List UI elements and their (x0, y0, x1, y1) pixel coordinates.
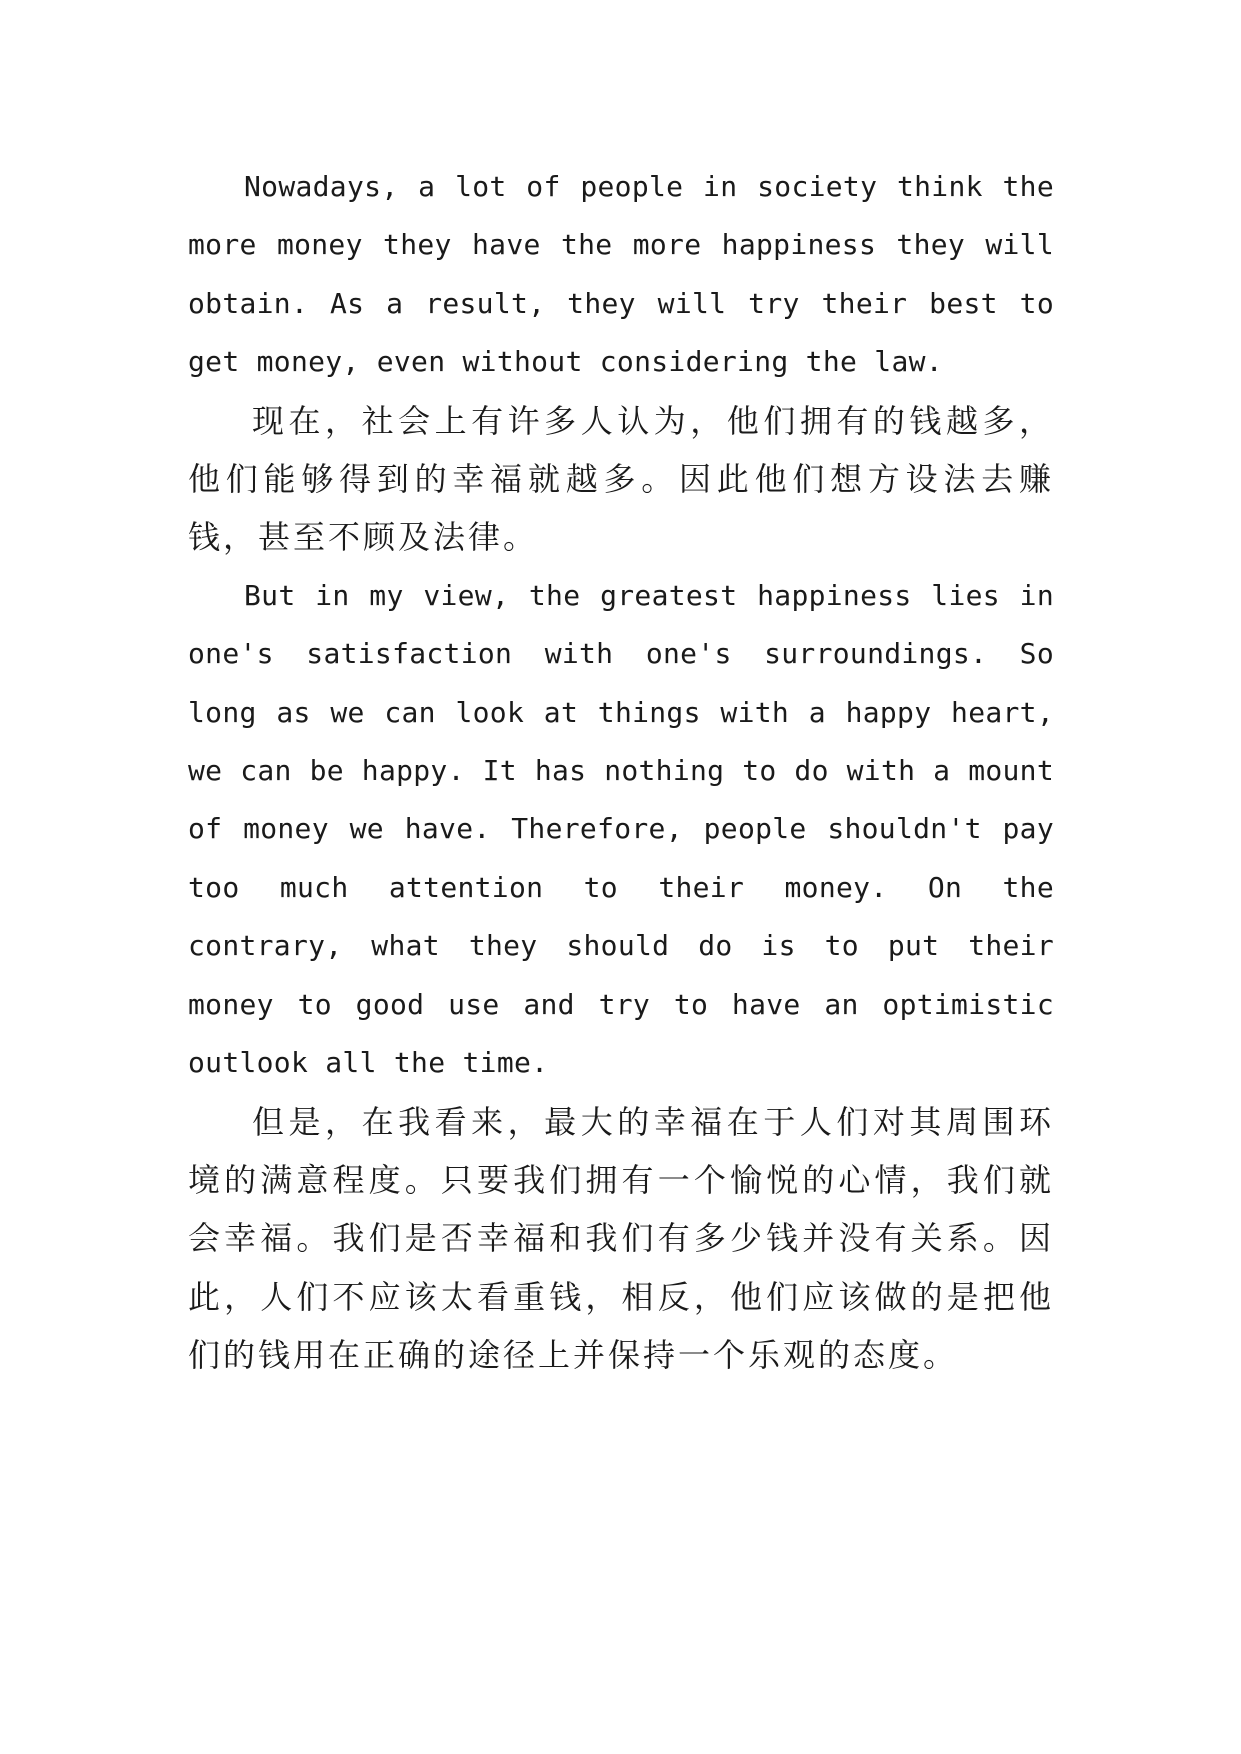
paragraph-english-2: But in my view, the greatest happiness lies in one's satisfaction with one's surroundings. So long as we can look at things with a happy heart, we can be happy. It has nothing to do with a mount of money we have. Therefore, people shouldn't pay too much attention to their money. On the contrary, what they should do is to put their money to good use and try to have an optimistic outlook all the time. (188, 578, 1054, 1080)
paragraph-chinese-2: 但是，在我看来，最大的幸福在于人们对其周围环境的满意程度。只要我们拥有一个愉悦的心情，我们就会幸福。我们是否幸福和我们有多少钱并没有关系。因此，人们不应该太看重钱，相反，他们应该做的是把他们的钱用在正确的途径上并保持一个乐观的态度。 (188, 1102, 1054, 1375)
paragraph-english-1: Nowadays, a lot of people in society think the more money they have the more happiness they will obtain. As a result, they will try their best to get money, even without considering the law. (188, 170, 1054, 379)
document-body (188, 158, 1054, 1385)
paragraph-chinese-1: 现在，社会上有许多人认为，他们拥有的钱越多，他们能够得到的幸福就越多。因此他们想方设法去赚钱，甚至不顾及法律。 (188, 401, 1054, 557)
